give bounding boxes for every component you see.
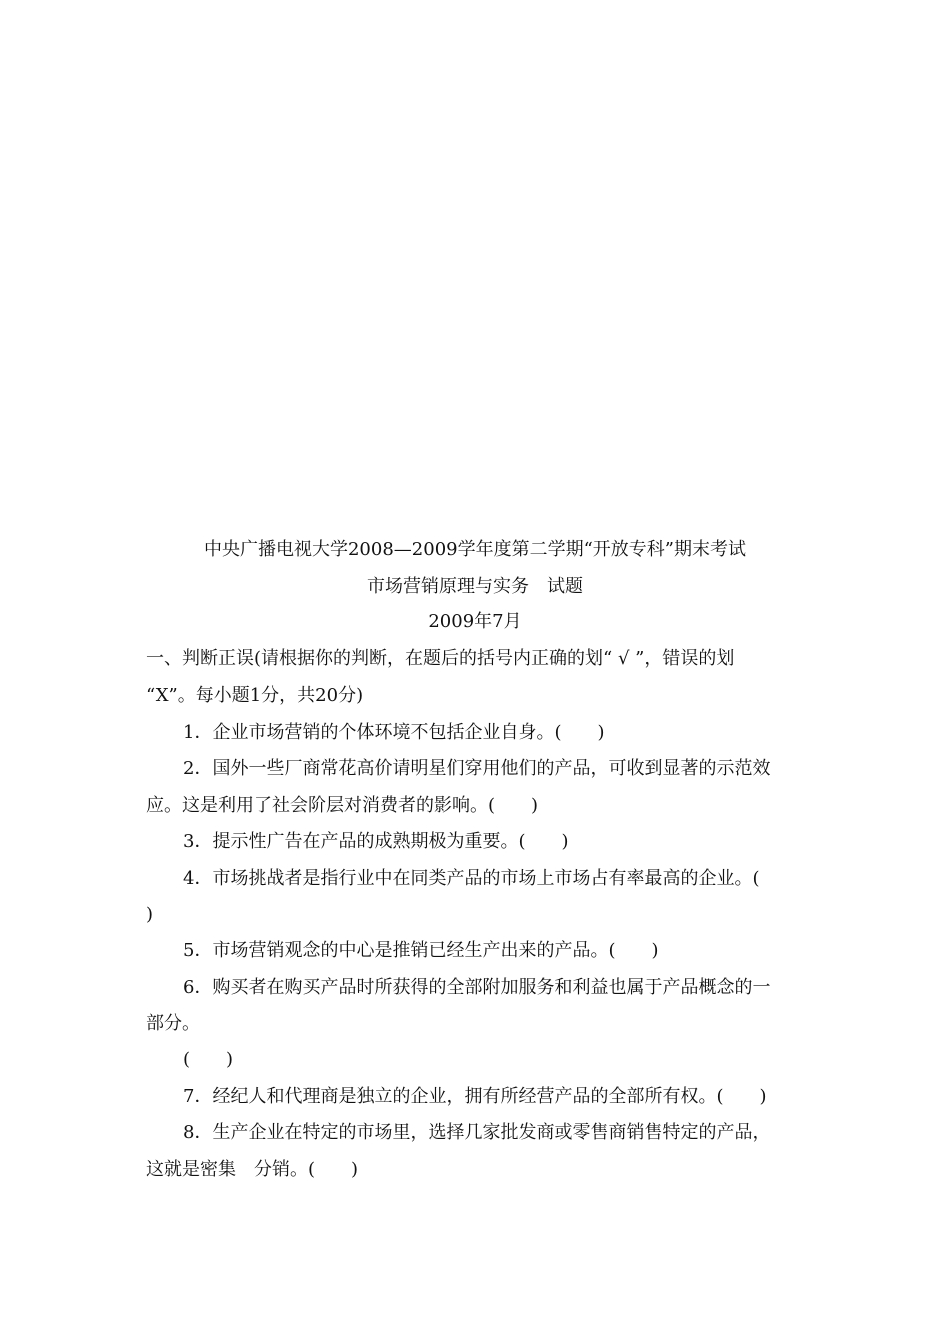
question-1: 1．企业市场营销的个体环境不包括企业自身。( ) <box>183 722 605 743</box>
question-6-continued: 部分。 <box>146 1013 200 1034</box>
exam-title: 中央广播电视大学2008—2009学年度第二学期“开放专科”期末考试 <box>203 539 747 560</box>
question-5: 5．市场营销观念的中心是推销已经生产出来的产品。( ) <box>183 940 659 961</box>
question-8-continued: 这就是密集 分销。( ) <box>146 1159 359 1180</box>
question-3: 3．提示性广告在产品的成熟期极为重要。( ) <box>183 831 569 852</box>
question-4-continued: ) <box>146 904 154 925</box>
exam-subtitle: 市场营销原理与实务 试题 <box>367 576 583 597</box>
question-2-continued: 应。这是利用了社会阶层对消费者的影响。( ) <box>146 795 539 816</box>
question-6: 6．购买者在购买产品时所获得的全部附加服务和利益也属于产品概念的一 <box>183 977 771 998</box>
exam-date: 2009年7月 <box>428 611 522 632</box>
question-8: 8．生产企业在特定的市场里，选择几家批发商或零售商销售特定的产品， <box>183 1122 771 1143</box>
question-7: 7．经纪人和代理商是独立的企业，拥有所经营产品的全部所有权。( ) <box>183 1086 767 1107</box>
section-instructions-line2: “X”。每小题1分，共20分) <box>146 685 364 706</box>
question-2: 2．国外一些厂商常花高价请明星们穿用他们的产品，可收到显著的示范效 <box>183 758 771 779</box>
section-instructions-line1: 一、判断正误(请根据你的判断，在题后的括号内正确的划“ √ ”，错误的划 <box>146 648 735 669</box>
question-4: 4．市场挑战者是指行业中在同类产品的市场上市场占有率最高的企业。( <box>183 868 760 889</box>
question-6-answer-bracket: ( ) <box>183 1049 234 1070</box>
